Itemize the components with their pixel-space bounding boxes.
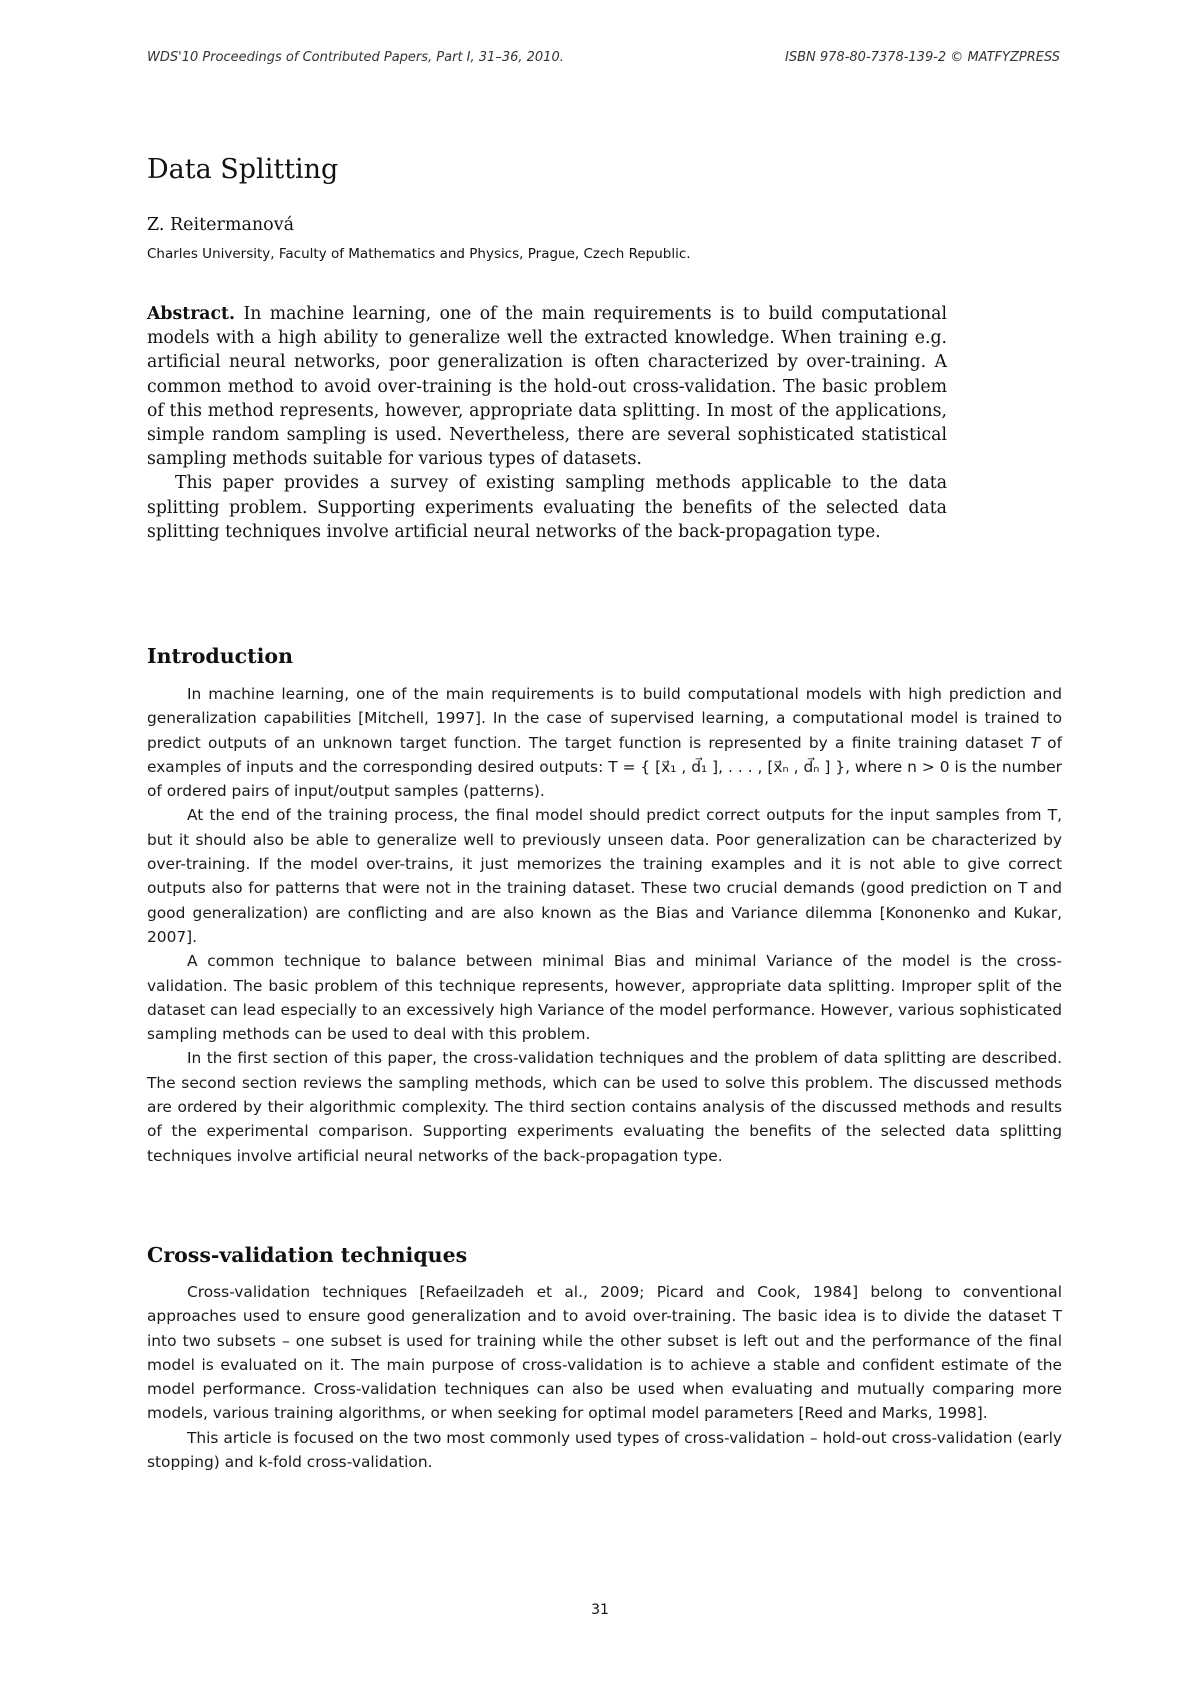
intro-paragraph-4: In the first section of this paper, the cross-validation techniques and the problem of data splitting are described. The second section reviews the sampling methods, which can be used to solve this problem. The discussed methods are ordered by their algorithmic complexity. The third section contains analysis of the discussed methods and results of the experimental comparison. Supporting experiments evaluating the benefits of the selected data splitting techniques involve artificial neural networks of the back-propagation type.	[147, 1049, 1062, 1165]
abstract-paragraph-1	[147, 302, 947, 471]
abstract	[147, 302, 947, 544]
paper-affiliation: Charles University, Faculty of Mathematics and Physics, Prague, Czech Republic.	[147, 246, 691, 262]
intro-paragraph-3: A common technique to balance between minimal Bias and minimal Variance of the model is the cross-validation. The basic problem of this technique represents, however, appropriate data splitting. Improper split of the dataset can lead especially to an excessively high Variance of the model performance. However, various sophisticated sampling methods can be used to deal with this problem.	[147, 952, 1063, 1044]
intro-p1-part-1: In machine learning, one of the main requirements is to build computational models with high prediction and generalization capabilities [Mitchell, 1997]. In the case of supervised learning, a computational model is trained to predict outputs of an unknown target function. The target function is represented by a finite training dataset	[147, 685, 1062, 752]
intro-paragraph-1	[147, 682, 1062, 803]
abstract-label: Abstract.	[147, 304, 236, 324]
paper-author: Z. Reitermanová	[147, 215, 295, 235]
dataset-formula: T = { [x⃗₁ , d⃗₁ ], . . . , [x⃗ₙ , d⃗ₙ ] }	[608, 757, 846, 776]
abstract-paragraph-2: This paper provides a survey of existing sampling methods applicable to the data splitting problem. Supporting experiments evaluating the benefits of the selected data splitting techniques involve artificial neural networks of the back-propagation type.	[147, 473, 947, 542]
dataset-symbol: T	[1030, 733, 1040, 752]
section-heading-cross-validation: Cross-validation techniques	[147, 1243, 468, 1267]
header-isbn: ISBN 978-80-7378-139-2 © MATFYZPRESS	[785, 50, 1060, 65]
section-heading-introduction: Introduction	[147, 644, 293, 668]
cv-paragraph-2: This article is focused on the two most commonly used types of cross-validation – hold-out cross-validation (early stopping) and k-fold cross-validation.	[147, 1428, 1062, 1472]
running-header	[147, 50, 1060, 65]
paper-title: Data Splitting	[147, 154, 339, 185]
page-number: 31	[591, 1602, 609, 1618]
intro-p1-part-2: of examples of inputs and the corresponding desired outputs:	[147, 733, 1062, 776]
intro-p1-part-3: , where n > 0 is the number of ordered pairs of input/output samples (patterns).	[147, 757, 1062, 801]
introduction-body	[147, 682, 1062, 1168]
intro-paragraph-2: At the end of the training process, the final model should predict correct outputs for the input samples from T, but it should also be able to generalize well to previously unseen data. Poor generalization can be characterized by over-training. If the model over-trains, it just memorizes the training examples and it is not able to give correct outputs also for patterns that were not in the training dataset. These two crucial demands (good prediction on T and good generalization) are conflicting and are also known as the Bias and Variance dilemma [Kononenko and Kukar, 2007].	[147, 806, 1062, 946]
header-proceedings: WDS'10 Proceedings of Contributed Papers, Part I, 31–36, 2010.	[147, 50, 564, 65]
cross-validation-body	[147, 1280, 1062, 1474]
cv-paragraph-1: Cross-validation techniques [Refaeilzadeh et al., 2009; Picard and Cook, 1984] belong to conventional approaches used to ensure good generalization and to avoid over-training. The basic idea is to divide the dataset T into two subsets – one subset is used for training while the other subset is left out and the performance of the final model is evaluated on it. The main purpose of cross-validation is to achieve a stable and confident estimate of the model performance. Cross-validation techniques can also be used when evaluating and mutually comparing more models, various training algorithms, or when seeking for optimal model parameters [Reed and Marks, 1998].	[147, 1283, 1062, 1423]
abstract-text-1: In machine learning, one of the main requirements is to build computational models with a high ability to generalize well the extracted knowledge. When training e.g. artificial neural networks, poor generalization is often characterized by over-training. A common method to avoid over-training is the hold-out cross-validation. The basic problem of this method represents, however, appropriate data splitting. In most of the applications, simple random sampling is used. Nevertheless, there are several sophisticated statistical sampling methods suitable for various types of datasets.	[147, 304, 948, 470]
